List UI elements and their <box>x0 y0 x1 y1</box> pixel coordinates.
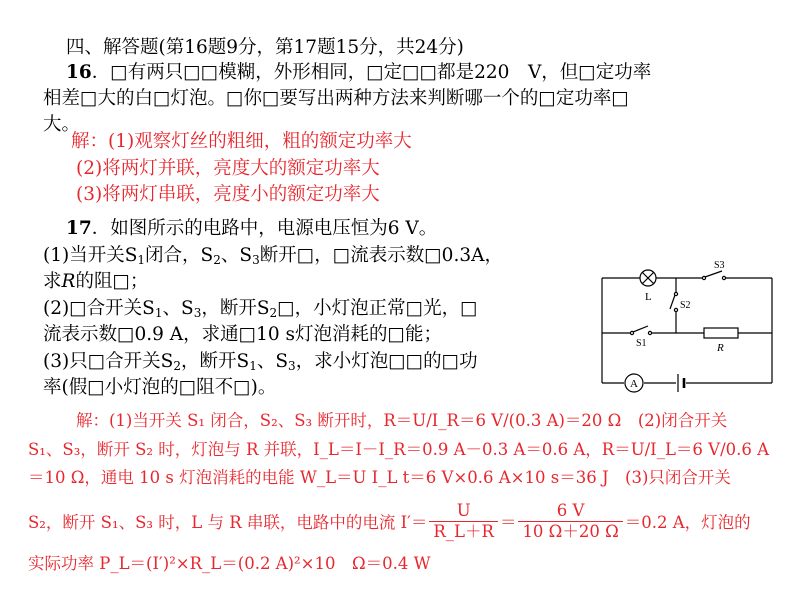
switch-s3 <box>702 271 725 280</box>
q16-answer-1: 解：(1)观察灯丝的粗细，粗的额定功率大 <box>71 131 412 152</box>
q17-part1-line2: 求R的阻□； <box>43 271 149 292</box>
solution-line1: 解：(1)当开关 S₁ 闭合，S₂、S₃ 断开时，R＝U/I_R＝6 V/(0.3 A)＝20 Ω (2)闭合开关 <box>76 411 728 430</box>
switch-s1 <box>630 326 651 335</box>
q16-number: 16 <box>66 62 92 83</box>
switch-s1-label: S1 <box>636 338 647 349</box>
ammeter-label: A <box>630 378 638 390</box>
battery-symbol <box>678 374 684 392</box>
solution-line3: ＝10 Ω，通电 10 s 灯泡消耗的电能 W_L＝U I_L t＝6 V×0.6 A×10 s＝36 J (3)只闭合开关 <box>28 468 731 487</box>
solution-line2: S₁、S₃，断开 S₂ 时，灯泡与 R 并联，I_L＝I－I_R＝0.9 A－0.3 A＝0.6 A，R＝U/I_L＝6 V/0.6 A <box>28 440 770 459</box>
circuit-diagram <box>592 258 782 398</box>
resistor-symbol <box>704 328 738 338</box>
q16-answer-3: (3)将两灯串联，亮度小的额定功率大 <box>76 184 380 205</box>
q17-number: 17 <box>66 218 92 239</box>
lamp-label: L <box>645 291 652 303</box>
q16-line1: 16．□有两只□□模糊，外形相同，□定□□都是220 V，但□定功率 <box>66 62 652 83</box>
q16-answer-2: (2)将两灯并联，亮度大的额定功率大 <box>76 158 380 179</box>
q17-part2-line2: 流表示数□0.9 A，求通□10 s灯泡消耗的□能； <box>43 324 443 345</box>
solution-line5: 实际功率 P_L＝(I′)²×R_L＝(0.2 A)²×10 Ω＝0.4 W <box>28 554 431 573</box>
switch-s3-label: S3 <box>714 260 725 271</box>
solution-line4: S₂，断开 S₁、S₃ 时，L 与 R 串联，电路中的电流 I′＝ $\frac{U}{R\_L+R}$ ＝ $\frac{6 V}{10 \Omega+20 \Omega}$ ＝0.2 A，灯泡的 <box>28 501 751 541</box>
switch-s2 <box>670 292 678 311</box>
q17-part3-line2: 率(假□小灯泡的□阻不□)。 <box>43 377 277 398</box>
q16-line3: 大。 <box>43 114 81 135</box>
q17-part3-line1: (3)只□合开关$S_2$，断开$S_1$、$S_3$，求小灯泡□□的□功 <box>43 351 478 373</box>
q17-part2-line1: (2)□合开关$S_1$、$S_3$，断开$S_2□$，小灯泡正常□光，□ <box>43 298 478 320</box>
section-title: 四、解答题(第16题9分，第17题15分，共24分) <box>66 37 464 58</box>
lamp-symbol <box>640 270 656 286</box>
switch-s2-label: S2 <box>680 300 691 311</box>
fraction-6v-over-30ohm: $\frac{6 V}{10 \Omega+20 \Omega}$ <box>518 501 622 542</box>
q17-stem: 17．如图所示的电路中，电源电压恒为6 V。 <box>66 218 438 239</box>
resistor-label: R <box>717 342 724 354</box>
fraction-u-over-r: $\frac{U}{R\_L+R}$ <box>429 501 498 542</box>
q17-part1-line1: (1)当开关$S_1$闭合，$S_2$、$S_3$断开□，□流表示数□0.3A， <box>43 245 503 267</box>
q16-line2: 相差□大的白□灯泡。□你□要写出两种方法来判断哪一个的□定功率□ <box>43 88 629 109</box>
